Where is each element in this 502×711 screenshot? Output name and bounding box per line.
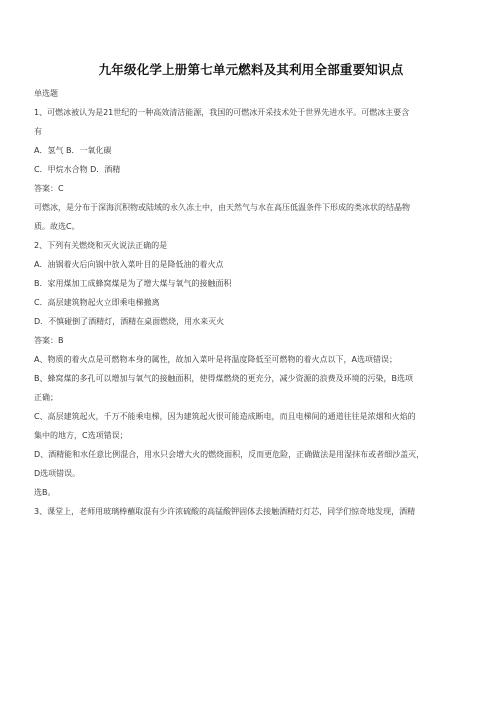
question-2-option-c: C．高层建筑物起火立即乘电梯撤离 (34, 298, 160, 307)
question-2-text: 2、下列有关燃烧和灭火说法正确的是 (34, 241, 168, 250)
question-2-option-a: A．油锅着火后向锅中放入菜叶目的是降低油的着火点 (34, 260, 224, 269)
question-1-explanation-cont: 质。故选C。 (34, 222, 80, 231)
question-1-explanation: 可燃冰，是分布于深海沉积物或陆域的永久冻土中，由天然气与水在高压低温条件下形成的类冰状的结晶物 (34, 203, 410, 212)
question-2-option-b: B．家用煤加工成蜂窝煤是为了增大煤与氧气的接触面积 (34, 279, 232, 288)
question-1-text: 1、可燃冰被认为是21世纪的一种高效清洁能源，我国的可燃冰开采技术处于世界先进水平。可燃冰主要含 (34, 108, 410, 117)
question-2-explanation-c: C、高层建筑起火，千万不能乘电梯，因为建筑起火很可能造成断电，而且电梯间的通道往往是浓烟和火焰的 (34, 412, 416, 421)
question-2-explanation-d: D、酒精能和水任意比例混合，用水只会增大火的燃烧面积，反而更危险，正确做法是用湿抹布或者细沙盖灭， (34, 450, 425, 459)
question-1-text-cont: 有 (34, 127, 42, 136)
question-2-explanation-b-cont: 正确； (34, 393, 58, 402)
question-2-option-d: D．不慎碰倒了酒精灯，酒精在桌面燃烧，用水来灭火 (34, 317, 225, 326)
question-1-options-ab: A．氢气 B．一氧化碳 (34, 146, 112, 155)
question-3-text: 3、课堂上，老师用玻璃棒蘸取混有少许浓硫酸的高锰酸钾固体去接触酒精灯灯芯，同学们惊奇地发现，酒精 (34, 507, 416, 516)
question-2-answer: 答案：B (34, 336, 64, 345)
question-2-explanation-d-cont: D选项错误。 (34, 469, 81, 478)
question-2-explanation-b: B、蜂窝煤的多孔可以增加与氧气的接触面积，使得煤燃烧的更充分，减少资源的浪费及环境的污染，B选项 (34, 374, 413, 383)
document-body (34, 84, 476, 521)
question-1-options-cd: C．甲烷水合物 D．酒精 (34, 165, 121, 174)
question-1-answer: 答案：C (34, 184, 64, 193)
question-2-explanation-a: A、物质的着火点是可燃物本身的属性，故加入菜叶是将温度降低至可燃物的着火点以下，A选项错误； (34, 355, 397, 364)
section-heading: 单选题 (34, 89, 58, 98)
document-title: 九年级化学上册第七单元燃料及其利用全部重要知识点 (98, 62, 404, 77)
question-2-explanation-c-cont: 集中的地方，C选项错误； (34, 431, 128, 440)
question-2-conclusion: 选B。 (34, 488, 56, 497)
